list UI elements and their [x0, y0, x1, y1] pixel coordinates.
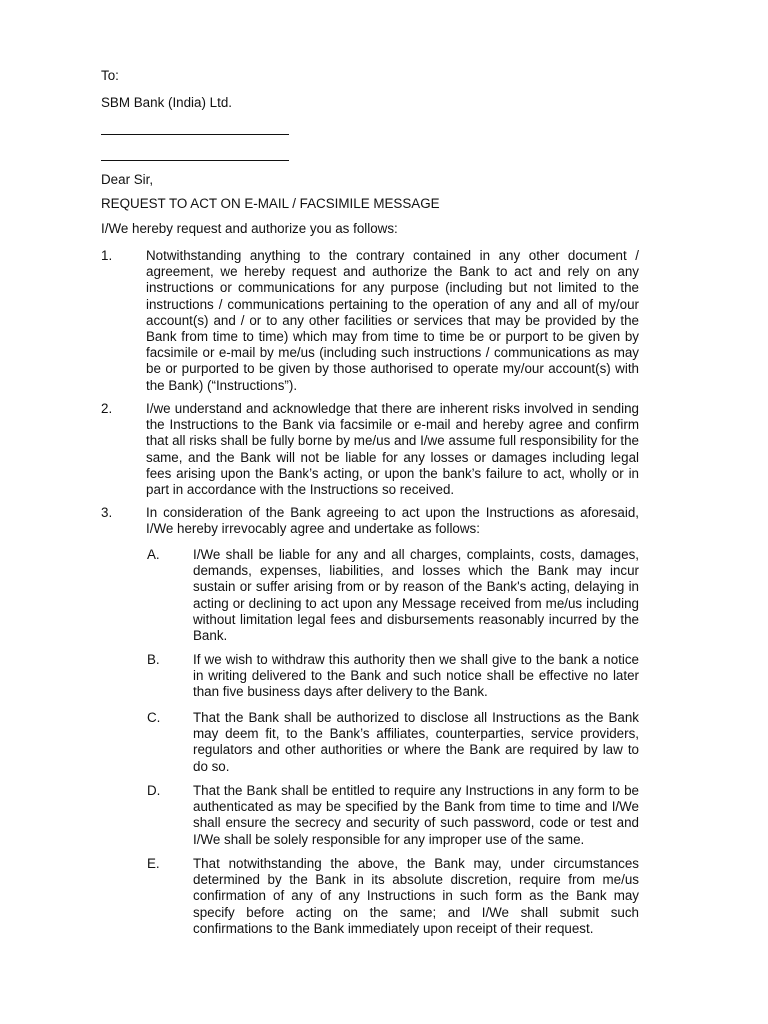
clause-number: 1. [101, 248, 113, 263]
letter-subject: REQUEST TO ACT ON E-MAIL / FACSIMILE MESSAGE [101, 196, 440, 211]
clause-text: I/we understand and acknowledge that there are inherent risks involved in sending the Instructions to the Bank via facsimile or e-mail and hereby agree and confirm that all risks shall be fully borne by me/us and I/we assume full responsibility for the same, and the Bank will not be liable for any losses or damages including legal fees arising upon the Bank’s acting, or upon the bank’s failure to act, wholly or in part in accordance with the Instructions so received. [146, 401, 639, 498]
subclause-text: That the Bank shall be authorized to disclose all Instructions as the Bank may deem fit, to the Bank’s affiliates, counterparties, service providers, regulators and other authorities or where the Bank are required by law to do so. [193, 710, 639, 774]
subclause-text: I/We shall be liable for any and all charges, complaints, costs, damages, demands, expenses, liabilities, and losses which the Bank may incur sustain or suffer arising from or by reason of the Bank's acting, delaying in acting or declining to act upon any Message received from me/us including without limitation legal fees and disbursements reasonably incurred by the Bank. [193, 547, 639, 644]
clause-text: Notwithstanding anything to the contrary contained in any other document / agreement, we hereby request and authorize the Bank to act and rely on any instructions or communications for any purpose (including but not limited to the instructions / communications pertaining to the operation of any and all of my/our account(s) and / or to any other facilities or services that may be provided by the Bank from time to time) which may from time to time be or purport to be given by facsimile or e-mail by me/us (including such instructions / communications as may be or purported to be given by those authorised to operate my/our account(s) with the Bank) (“Instructions”). [146, 248, 639, 393]
clause-text: In consideration of the Bank agreeing to act upon the Instructions as aforesaid, I/We hereby irrevocably agree and undertake as follows: [146, 505, 639, 537]
subclause-letter: D. [147, 783, 161, 798]
subclause-text: If we wish to withdraw this authority then we shall give to the bank a notice in writing delivered to the Bank and such notice shall be effective no later than five business days after delivery to the Bank. [193, 652, 639, 700]
subclause-letter: E. [147, 856, 160, 871]
address-blank-line-1 [101, 134, 289, 135]
subclause-letter: B. [147, 652, 160, 667]
clause-number: 3. [101, 505, 113, 520]
to-label: To: [101, 68, 119, 83]
subclause-text: That notwithstanding the above, the Bank may, under circumstances determined by the Bank in its absolute discretion, require from me/us confirmation of any of any Instructions in such form as the Bank may specify before acting on the same; and I/We shall submit such confirmations to the Bank immediately upon receipt of their request. [193, 856, 639, 936]
subclause-letter: C. [147, 710, 161, 725]
intro-text: I/We hereby request and authorize you as follows: [101, 221, 398, 236]
salutation: Dear Sir, [101, 172, 154, 187]
bank-name: SBM Bank (India) Ltd. [101, 95, 232, 110]
clause-number: 2. [101, 401, 113, 416]
subclause-text: That the Bank shall be entitled to require any Instructions in any form to be authenticated as may be specified by the Bank from time to time and I/We shall ensure the secrecy and security of such password, code or test and I/We shall be solely responsible for any improper use of the same. [193, 783, 639, 847]
address-blank-line-2 [101, 160, 289, 161]
subclause-letter: A. [147, 547, 160, 562]
